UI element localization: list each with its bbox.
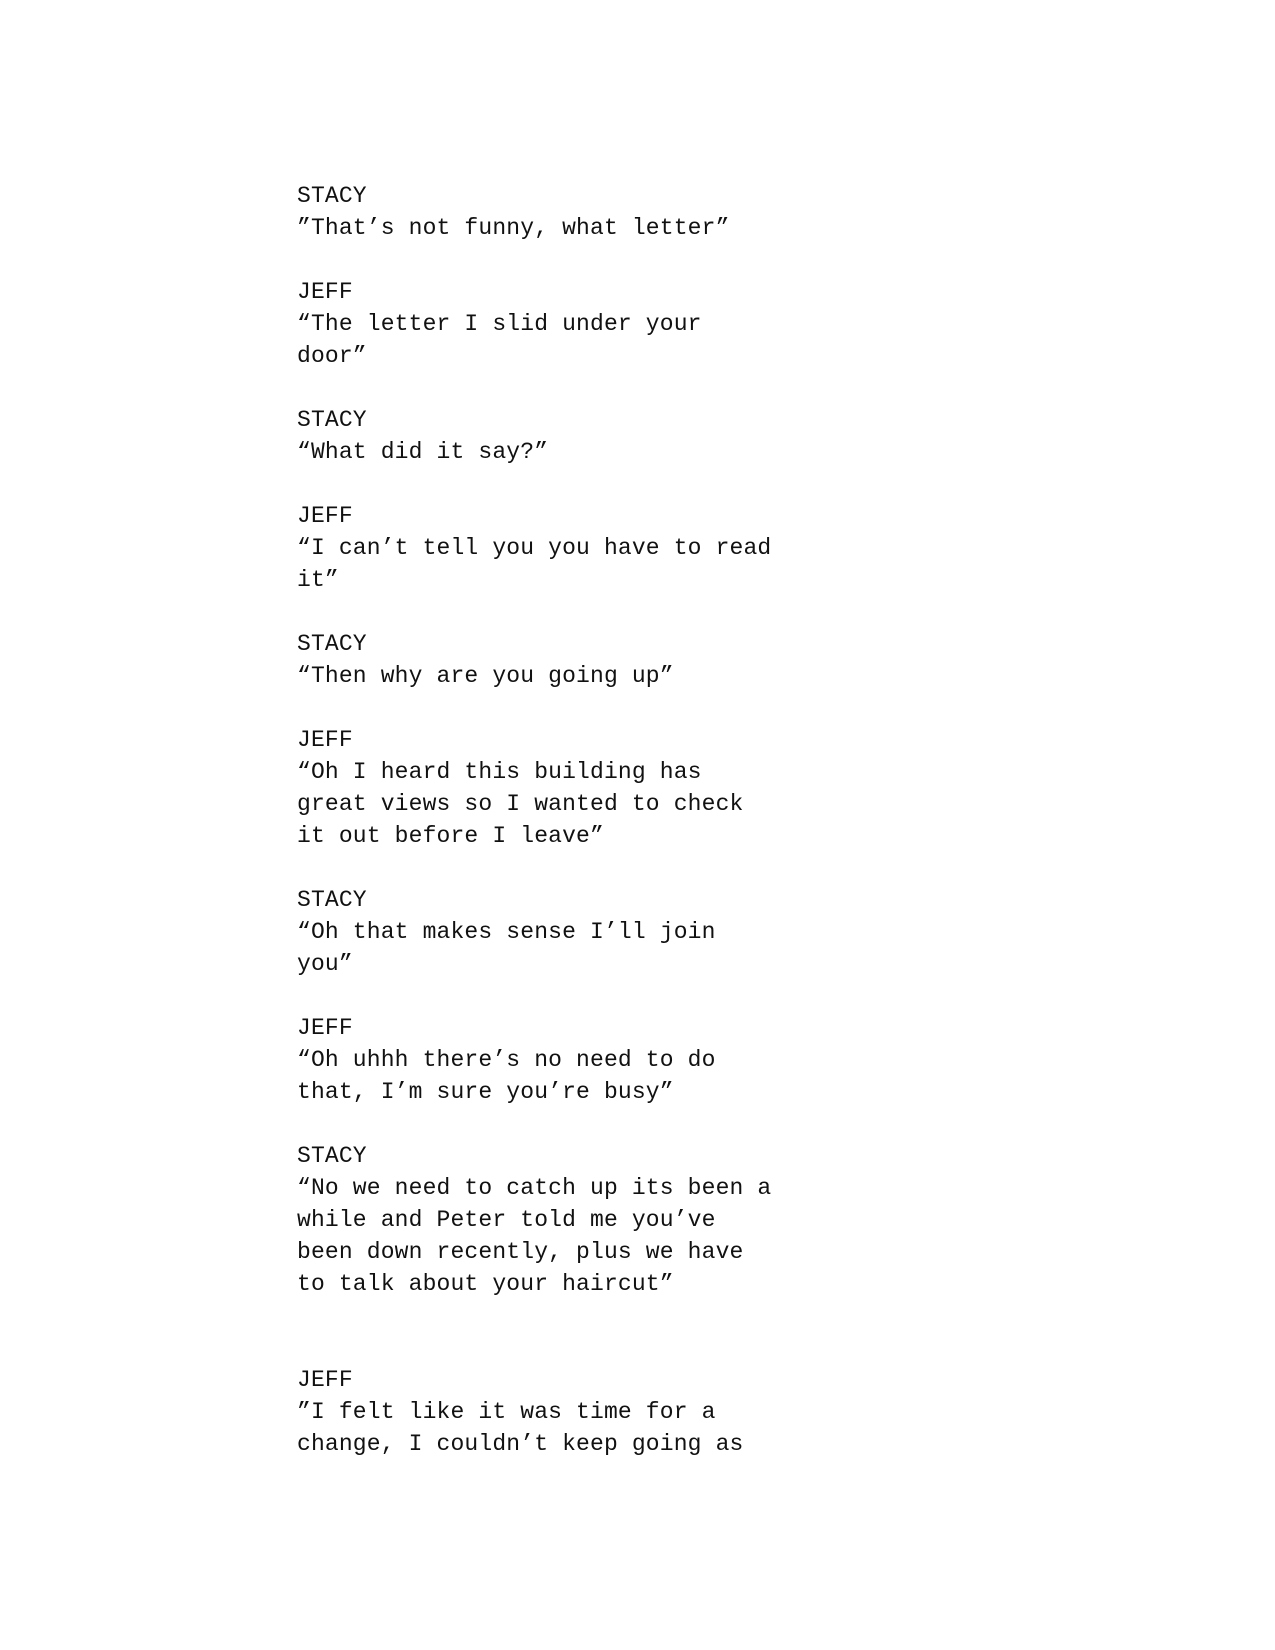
dialogue-line: “Oh I heard this building has: [297, 759, 702, 785]
dialogue-line: “The letter I slid under your: [297, 311, 702, 337]
speaker-name: STACY: [297, 631, 367, 657]
speaker-name: JEFF: [297, 1015, 353, 1041]
dialogue-line: you”: [297, 951, 353, 977]
dialogue-line: change, I couldn’t keep going as: [297, 1431, 744, 1457]
dialogue-block: [297, 628, 917, 692]
dialogue-block: [297, 180, 917, 244]
dialogue-line: while and Peter told me you’ve: [297, 1207, 716, 1233]
speaker-name: STACY: [297, 407, 367, 433]
dialogue-line: “No we need to catch up its been a: [297, 1175, 772, 1201]
dialogue-block: [297, 1364, 917, 1460]
dialogue-block: [297, 404, 917, 468]
screenplay-dialogue: [297, 180, 917, 1460]
dialogue-line: door”: [297, 343, 367, 369]
dialogue-block: [297, 276, 917, 372]
speaker-name: JEFF: [297, 503, 353, 529]
dialogue-line: “I can’t tell you you have to read: [297, 535, 772, 561]
dialogue-block: [297, 724, 917, 852]
dialogue-line: that, I’m sure you’re busy”: [297, 1079, 674, 1105]
speaker-name: JEFF: [297, 727, 353, 753]
dialogue-line: great views so I wanted to check: [297, 791, 744, 817]
dialogue-line: ”That’s not funny, what letter”: [297, 215, 730, 241]
dialogue-line: “Oh uhhh there’s no need to do: [297, 1047, 716, 1073]
dialogue-block: [297, 884, 917, 980]
dialogue-line: been down recently, plus we have: [297, 1239, 744, 1265]
speaker-name: STACY: [297, 1143, 367, 1169]
dialogue-block: [297, 1012, 917, 1108]
dialogue-line: “What did it say?”: [297, 439, 549, 465]
speaker-name: STACY: [297, 183, 367, 209]
dialogue-line: ”I felt like it was time for a: [297, 1399, 716, 1425]
speaker-name: JEFF: [297, 1367, 353, 1393]
dialogue-block: [297, 1140, 917, 1300]
dialogue-line: “Then why are you going up”: [297, 663, 674, 689]
dialogue-line: it out before I leave”: [297, 823, 604, 849]
dialogue-line: “Oh that makes sense I’ll join: [297, 919, 716, 945]
dialogue-block: [297, 500, 917, 596]
speaker-name: JEFF: [297, 279, 353, 305]
dialogue-line: it”: [297, 567, 339, 593]
dialogue-line: to talk about your haircut”: [297, 1271, 674, 1297]
speaker-name: STACY: [297, 887, 367, 913]
